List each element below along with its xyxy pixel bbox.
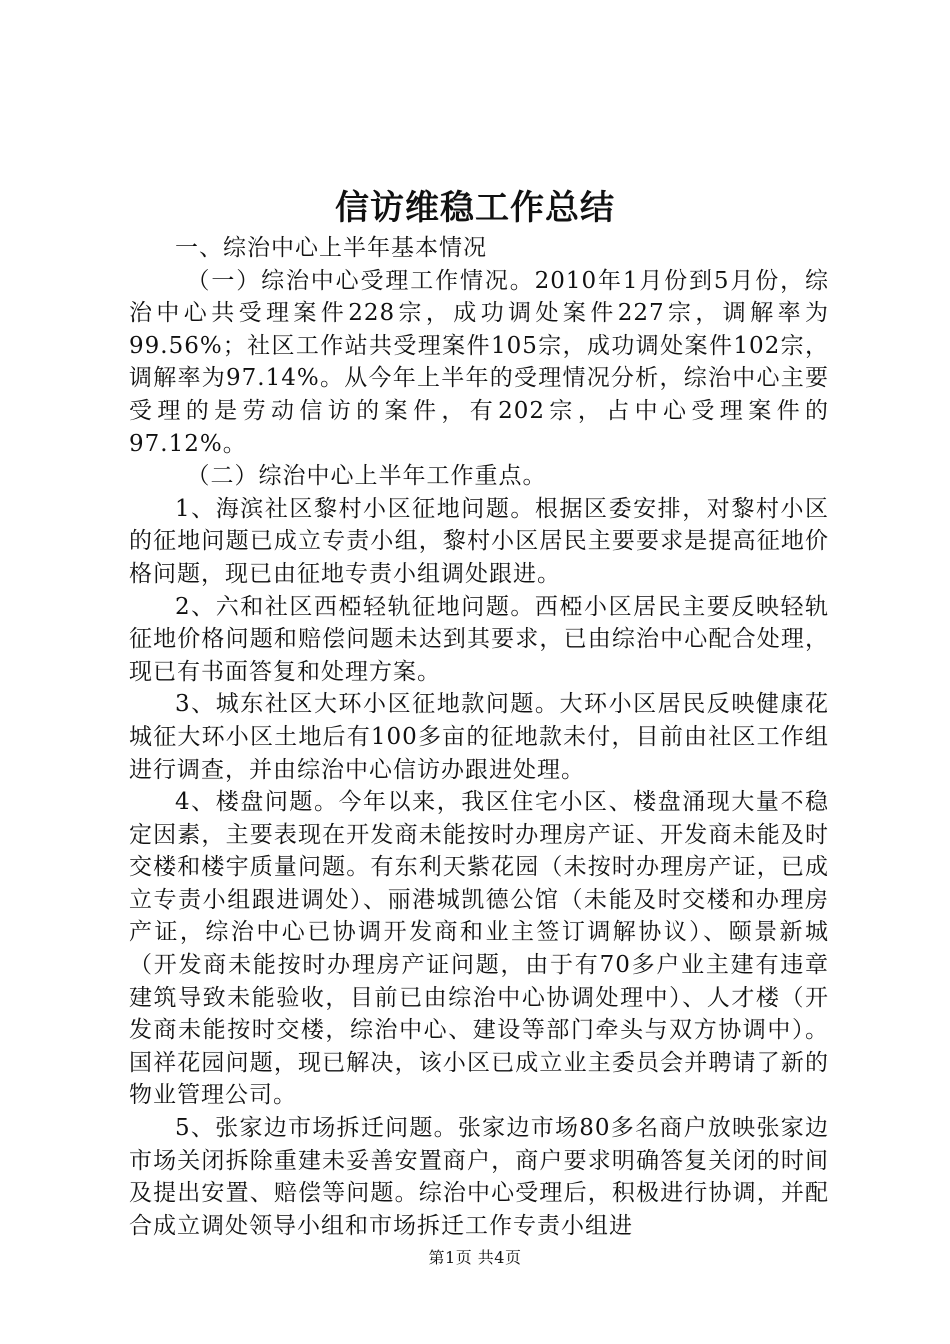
paragraph: 5、张家边市场拆迁问题。张家边市场80多名商户放映张家边市场关闭拆除重建未妥善安置商户，商户要求明确答复关闭的时间及提出安置、赔偿等问题。综治中心受理后，积极进行协调，并配合成立调处领导小组和市场拆迁工作专责小组进: [129, 1115, 829, 1239]
subsection-heading: （二）综治中心上半年工作重点。: [186, 463, 547, 490]
paragraph: （一）综治中心受理工作情况。2010年1月份到5月份，综治中心共受理案件228宗，成功调处案件227宗，调解率为99.56%；社区工作站共受理案件105宗，成功调处案件102宗，调解率为97.14%。从今年上半年的受理情况分析，综治中心主要受理的是劳动信访的案件，有202宗，占中心受理案件的97.12%。: [129, 267, 829, 457]
section-heading: 一、综治中心上半年基本情况: [175, 235, 487, 261]
paragraph: 1、海滨社区黎村小区征地问题。根据区委安排，对黎村小区的征地问题已成立专责小组，黎村小区居民主要要求是提高征地价格问题，现已由征地专责小组调处跟进。: [129, 495, 829, 587]
page-number-footer: 第1页 共4页: [428, 1248, 522, 1267]
document-body: [129, 232, 829, 1242]
paragraph: 4、楼盘问题。今年以来，我区住宅小区、楼盘涌现大量不稳定因素，主要表现在开发商未能按时办理房产证、开发商未能及时交楼和楼宇质量问题。有东利天紫花园（未按时办理房产证，已成立专责小组跟进调处）、丽港城凯德公馆（未能及时交楼和办理房产证，综治中心已协调开发商和业主签订调解协议）、颐景新城（开发商未能按时办理房产证问题，由于有70多户业主建有违章建筑导致未能验收，目前已由综治中心协调处理中）、人才楼（开发商未能按时交楼，综治中心、建设等部门牵头与双方协调中）。国祥花园问题，现已解决，该小区已成立业主委员会并聘请了新的物业管理公司。: [129, 789, 829, 1109]
paragraph: 3、城东社区大环小区征地款问题。大环小区居民反映健康花城征大环小区土地后有100多亩的征地款未付，目前由社区工作组进行调查，并由综治中心信访办跟进处理。: [129, 691, 829, 783]
document-title: 信访维稳工作总结: [335, 188, 615, 228]
paragraph: 2、六和社区西椏轻轨征地问题。西椏小区居民主要反映轻轨征地价格问题和赔偿问题未达到其要求，已由综治中心配合处理，现已有书面答复和处理方案。: [129, 593, 829, 685]
